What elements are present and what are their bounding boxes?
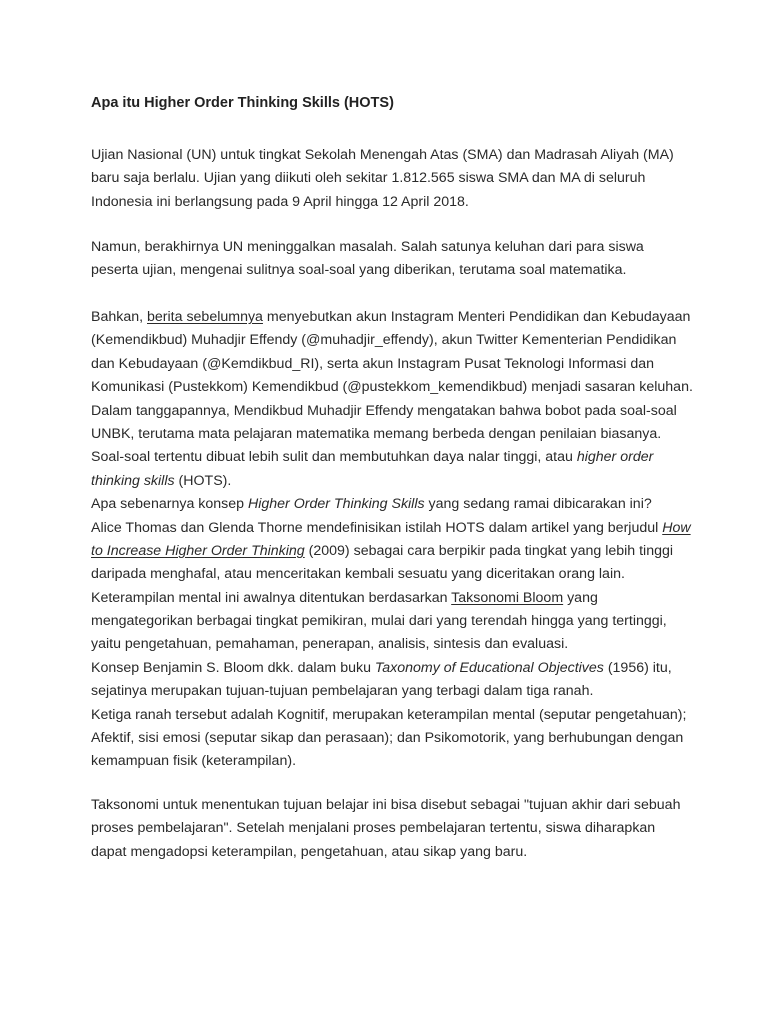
text-segment: Keterampilan mental ini awalnya ditentukan berdasarkan [91,589,452,606]
paragraph-main [91,306,693,774]
italic-term: Taxonomy of Educational Objectives [374,659,604,676]
text-line: Namun, berakhirnya UN meninggalkan masalah. Salah satunya keluhan dari para siswa [91,239,644,255]
text-segment: yang sedang ramai dibicarakan ini? [424,496,652,513]
text-line: daripada menghafal, atau menceritakan kembali sesuatu yang diceritakan orang lain. [91,566,625,583]
text-line: yaitu pengetahuan, pemahaman, penerapan, analisis, sintesis dan evaluasi. [91,636,569,653]
link-how-to-increase-part1[interactable] [662,520,690,536]
text-line: kemampuan fisik (keterampilan). [91,753,297,770]
text-line [91,306,693,329]
text-line [91,517,693,540]
link-berita-sebelumnya[interactable]: berita sebelumnya [147,309,263,325]
text-line [91,657,693,680]
text-line: baru saja berlalu. Ujian yang diikuti oleh sekitar 1.812.565 siswa SMA dan MA di seluruh [91,170,646,187]
text-line: proses pembelajaran". Setelah menjalani proses pembelajaran tertentu, siswa diharapkan [91,820,656,837]
text-segment: Alice Thomas dan Glenda Thorne mendefinisikan istilah HOTS dalam artikel yang berjudul [91,519,663,536]
text-line: Dalam tanggapannya, Mendikbud Muhadjir Effendy mengatakan bahwa bobot pada soal-soal [91,402,677,419]
text-line: sejatinya merupakan tujuan-tujuan pembelajaran yang terbagi dalam tiga ranah. [91,683,594,700]
text-line: Indonesia ini berlangsung pada 9 April hingga 12 April 2018. [91,193,469,210]
text-line [91,587,693,610]
italic-term: higher order [576,449,654,466]
document-title: Apa itu Higher Order Thinking Skills (HOTS) [91,95,394,111]
link-how-to-increase-part2[interactable] [91,543,305,559]
text-line: peserta ujian, mengenai sulitnya soal-soal yang diberikan, terutama soal matematika. [91,262,627,279]
text-segment: Soal-soal tertentu dibuat lebih sulit dan membutuhkan daya nalar tinggi, atau [91,449,577,466]
text-segment: (1956) itu, [603,659,672,676]
text-line [91,446,693,469]
text-line [91,493,693,516]
text-segment: Bahkan, [91,309,148,325]
text-line: Taksonomi untuk menentukan tujuan belajar ini bisa disebut sebagai "tujuan akhir dari sebuah [91,797,681,813]
italic-term: thinking skills [91,472,175,489]
text-line: dan Kebudayaan (@Kemdikbud_RI), serta akun Instagram Pusat Teknologi Informasi dan [91,355,655,372]
text-line: Ketiga ranah tersebut adalah Kognitif, merupakan keterampilan mental (seputar pengetahuan); [91,706,687,723]
text-line: Komunikasi (Pustekkom) Kemendikbud (@pustekkom_kemendikbud) menjadi sasaran keluhan. [91,379,693,396]
text-line [91,540,693,563]
paragraph-problem [91,236,644,283]
text-line: mengategorikan berbagai tingkat pemikiran, mulai dari yang terendah hingga yang tertinggi, [91,613,667,630]
text-segment: Apa sebenarnya konsep [91,496,248,513]
text-segment: menyebutkan akun Instagram Menteri Pendidikan dan Kebudayaan [262,309,691,325]
paragraph-closing [91,794,680,864]
text-line [91,470,693,493]
text-segment: Konsep Benjamin S. Bloom dkk. dalam buku [91,659,375,676]
italic-term: to Increase Higher Order Thinking [91,542,305,559]
text-line: UNBK, terutama mata pelajaran matematika memang berbeda dengan penilaian biasanya. [91,425,662,442]
text-segment: yang [563,589,598,606]
italic-term: How [662,519,691,536]
text-line: (Kemendikbud) Muhadjir Effendy (@muhadjir_effendy), akun Twitter Kementerian Pendidikan [91,332,677,349]
text-line: Ujian Nasional (UN) untuk tingkat Sekolah Menengah Atas (SMA) dan Madrasah Aliyah (MA) [91,147,674,163]
text-line: dapat mengadopsi keterampilan, pengetahuan, atau sikap yang baru. [91,843,528,860]
text-line: Afektif, sisi emosi (seputar sikap dan perasaan); dan Psikomotorik, yang berhubungan dengan [91,730,684,747]
text-segment: (HOTS). [174,472,232,489]
italic-term: Higher Order Thinking Skills [247,496,425,513]
link-taksonomi-bloom[interactable]: Taksonomi Bloom [451,589,564,606]
paragraph-intro [91,144,674,214]
text-segment: (2009) sebagai cara berpikir pada tingkat yang lebih tinggi [304,542,674,559]
